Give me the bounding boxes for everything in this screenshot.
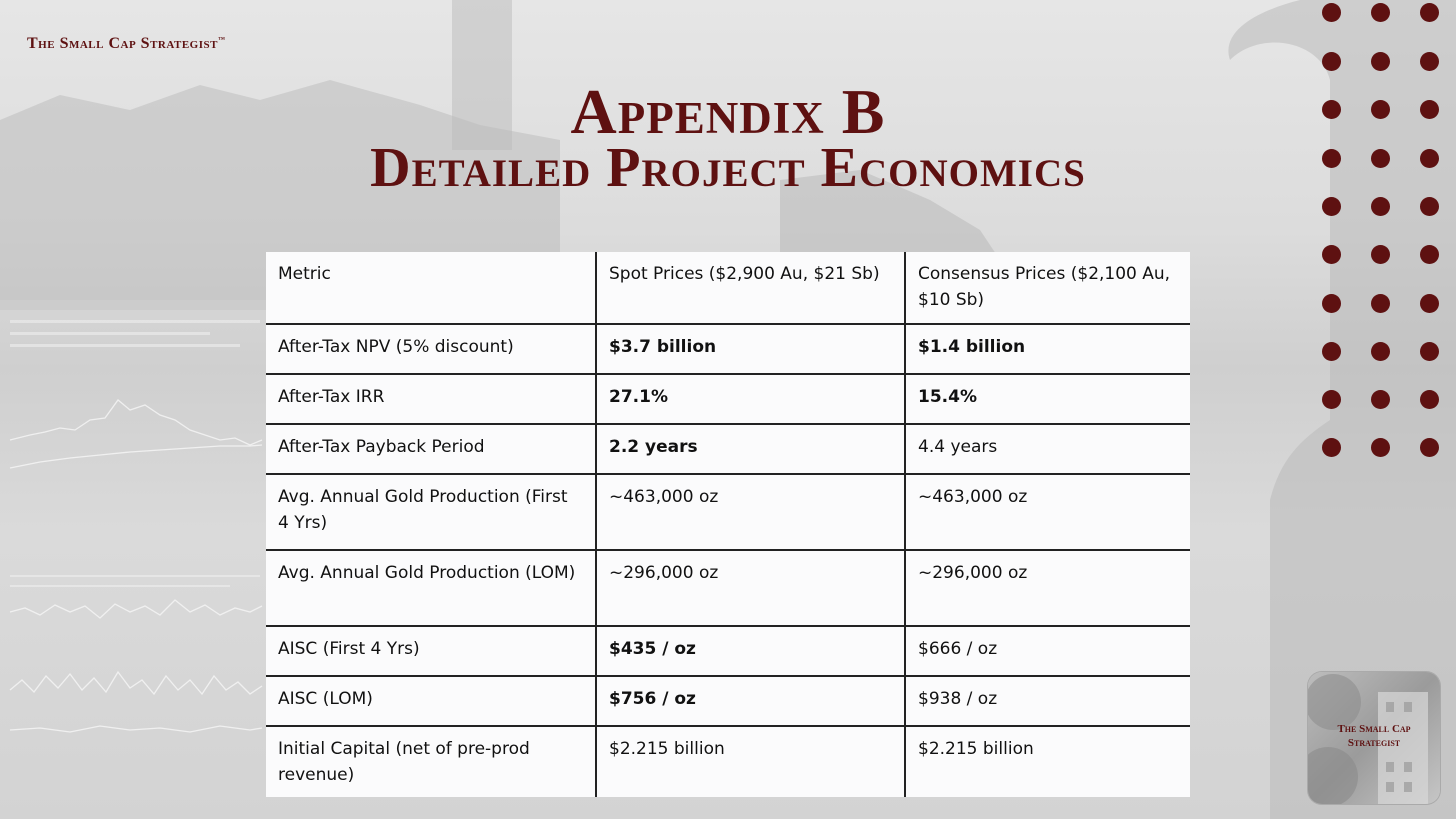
decorative-dot — [1322, 294, 1341, 313]
table-row — [266, 324, 1190, 374]
decorative-dot — [1371, 245, 1390, 264]
table-cell-metric: AISC (LOM) — [266, 676, 596, 726]
table-cell-spot: $3.7 billion — [596, 324, 905, 374]
decorative-dot — [1322, 149, 1341, 168]
decorative-dot — [1420, 390, 1439, 409]
table-row — [266, 374, 1190, 424]
table-cell-metric: Avg. Annual Gold Production (First 4 Yrs) — [266, 474, 596, 550]
table-header-row — [266, 252, 1190, 324]
decorative-dot — [1371, 294, 1390, 313]
table-cell-spot: ~296,000 oz — [596, 550, 905, 626]
decorative-dot — [1322, 342, 1341, 361]
decorative-dot — [1420, 294, 1439, 313]
decorative-dot — [1371, 197, 1390, 216]
strategist-logo — [1308, 672, 1440, 804]
decorative-dot — [1371, 149, 1390, 168]
decorative-dot — [1420, 245, 1439, 264]
decorative-dot — [1322, 3, 1341, 22]
title-line-2: Detailed Project Economics — [370, 137, 1086, 199]
economics-table — [266, 252, 1190, 797]
decorative-dot — [1322, 100, 1341, 119]
trademark-symbol: ™ — [217, 35, 226, 44]
decorative-dot — [1420, 100, 1439, 119]
table-row — [266, 726, 1190, 797]
table-header-cell: Consensus Prices ($2,100 Au, $10 Sb) — [905, 252, 1190, 324]
decorative-dot — [1371, 342, 1390, 361]
logo-line-2: Strategist — [1347, 737, 1401, 749]
decorative-dot — [1371, 3, 1390, 22]
page-title — [0, 76, 1456, 199]
table-cell-metric: AISC (First 4 Yrs) — [266, 626, 596, 676]
table-cell-metric: After-Tax Payback Period — [266, 424, 596, 474]
decorative-dot — [1322, 197, 1341, 216]
table-cell-consensus: $2.215 billion — [905, 726, 1190, 797]
table-cell-spot: $2.215 billion — [596, 726, 905, 797]
decorative-dot — [1371, 390, 1390, 409]
table-cell-metric: After-Tax NPV (5% discount) — [266, 324, 596, 374]
table-row — [266, 474, 1190, 550]
decorative-dot — [1322, 245, 1341, 264]
decorative-dot — [1322, 52, 1341, 71]
table-row — [266, 676, 1190, 726]
table-cell-consensus: ~296,000 oz — [905, 550, 1190, 626]
decorative-dot — [1371, 100, 1390, 119]
table-cell-consensus: 15.4% — [905, 374, 1190, 424]
decorative-dot — [1420, 438, 1439, 457]
decorative-dot — [1420, 197, 1439, 216]
logo-text — [1308, 722, 1440, 750]
decorative-dot — [1371, 52, 1390, 71]
table-cell-spot: $435 / oz — [596, 626, 905, 676]
decorative-dot — [1420, 149, 1439, 168]
decorative-dot — [1420, 52, 1439, 71]
title-line-1: Appendix B — [570, 76, 886, 147]
decorative-dot-grid — [1322, 0, 1442, 470]
decorative-dot — [1420, 3, 1439, 22]
table-cell-consensus: $938 / oz — [905, 676, 1190, 726]
logo-line-1: The Small Cap — [1337, 723, 1411, 735]
decorative-dot — [1322, 390, 1341, 409]
table-cell-metric: Initial Capital (net of pre-prod revenue) — [278, 739, 530, 785]
decorative-dot — [1322, 438, 1341, 457]
table-row — [266, 424, 1190, 474]
table-cell-metric: Avg. Annual Gold Production (LOM) — [266, 550, 596, 626]
table-cell-spot: $756 / oz — [596, 676, 905, 726]
table-cell-spot: 27.1% — [596, 374, 905, 424]
decorative-dot — [1420, 342, 1439, 361]
table-cell-consensus: $666 / oz — [905, 626, 1190, 676]
table-row — [266, 550, 1190, 626]
table-cell-consensus: $1.4 billion — [905, 324, 1190, 374]
table-row — [266, 626, 1190, 676]
brand-name: The Small Cap Strategist — [27, 35, 218, 52]
table-cell-spot: ~463,000 oz — [596, 474, 905, 550]
table-header-cell: Metric — [266, 252, 596, 324]
table-header-cell: Spot Prices ($2,900 Au, $21 Sb) — [596, 252, 905, 324]
table-cell-consensus: ~463,000 oz — [905, 474, 1190, 550]
table-cell-consensus: 4.4 years — [905, 424, 1190, 474]
brand-header — [27, 35, 225, 53]
decorative-dot — [1371, 438, 1390, 457]
table-cell-metric: After-Tax IRR — [266, 374, 596, 424]
table-cell-spot: 2.2 years — [596, 424, 905, 474]
